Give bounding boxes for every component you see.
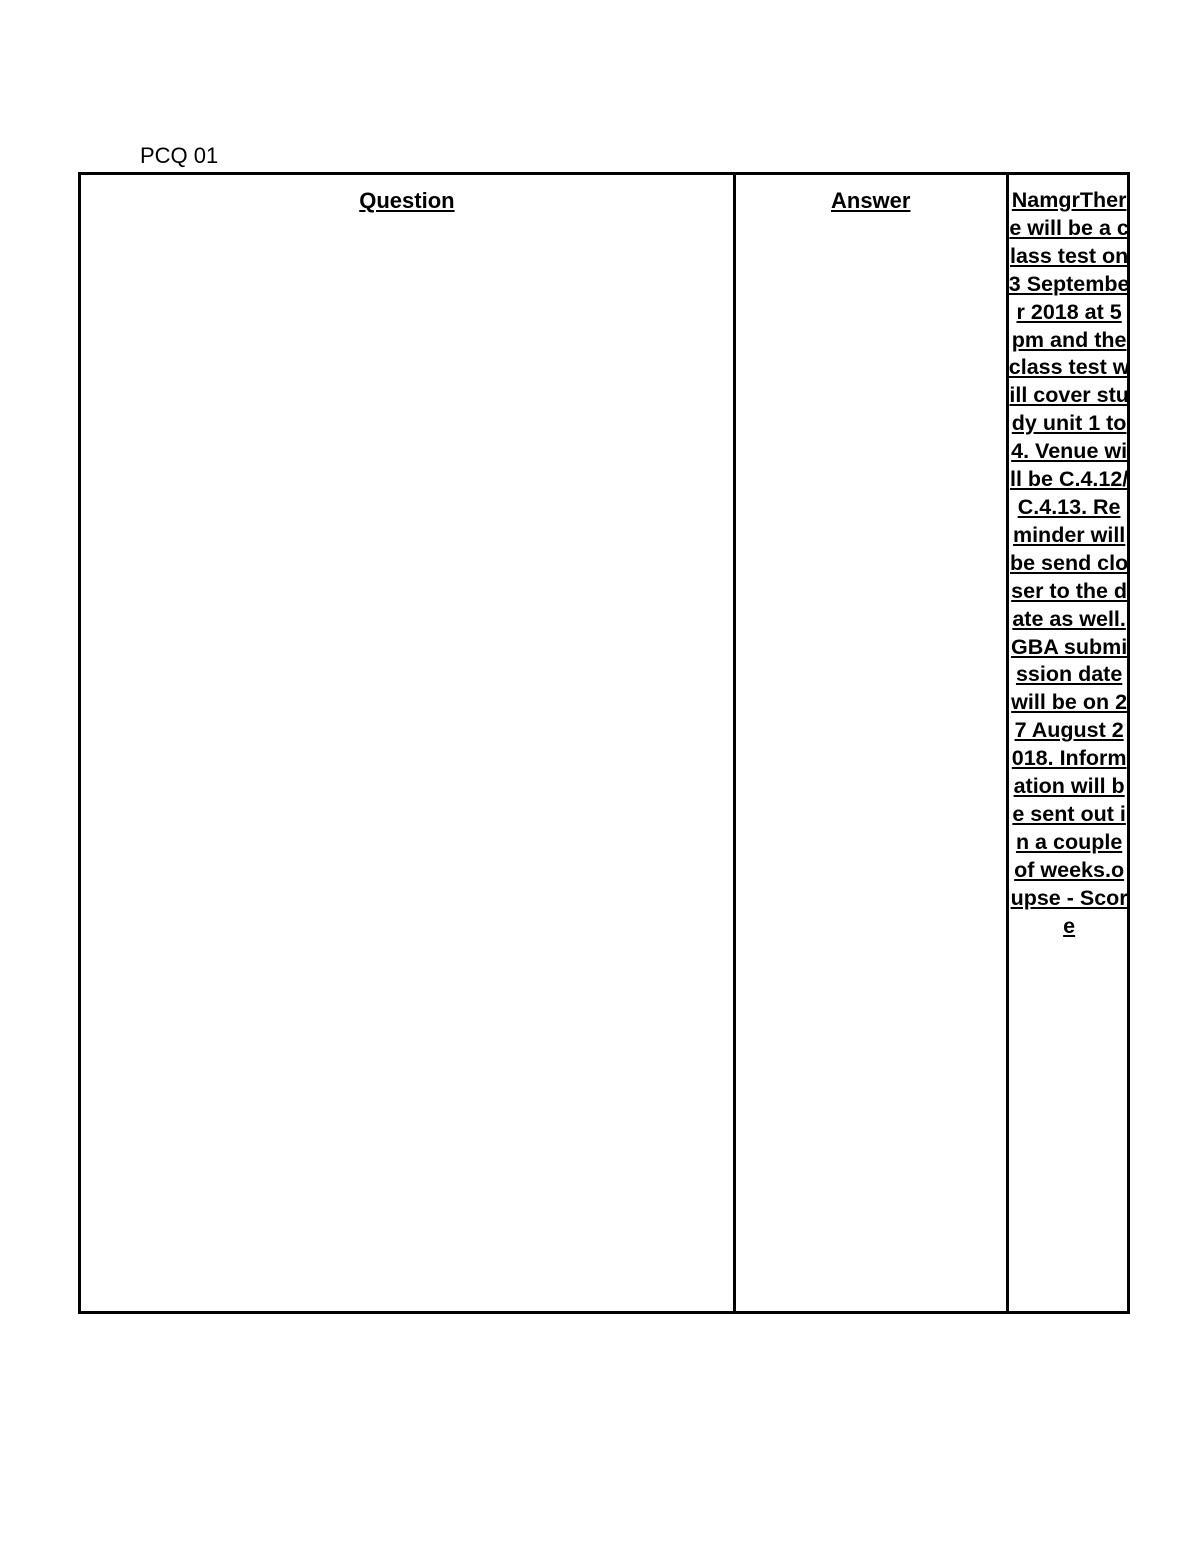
question-cell: [80, 174, 735, 1313]
name-cell: [1007, 174, 1128, 1313]
question-header: Question: [359, 188, 455, 213]
answer-cell: [734, 174, 1007, 1313]
name-header: NamgrThere will be a class test on 3 September 2018 at 5 pm and the class test will cover study unit 1 to 4. Venue will be C.4.12/C.4.13. Reminder will be send closer to the date as well. GBA submission date will be on 27 August 2018. Information will be sent out in a couple of weeks.oupse - Score: [1008, 188, 1130, 938]
answer-header: Answer: [831, 188, 911, 213]
document-label: PCQ 01: [140, 143, 219, 168]
pcq-table: [78, 172, 1130, 1314]
table-row: [80, 174, 1129, 1313]
